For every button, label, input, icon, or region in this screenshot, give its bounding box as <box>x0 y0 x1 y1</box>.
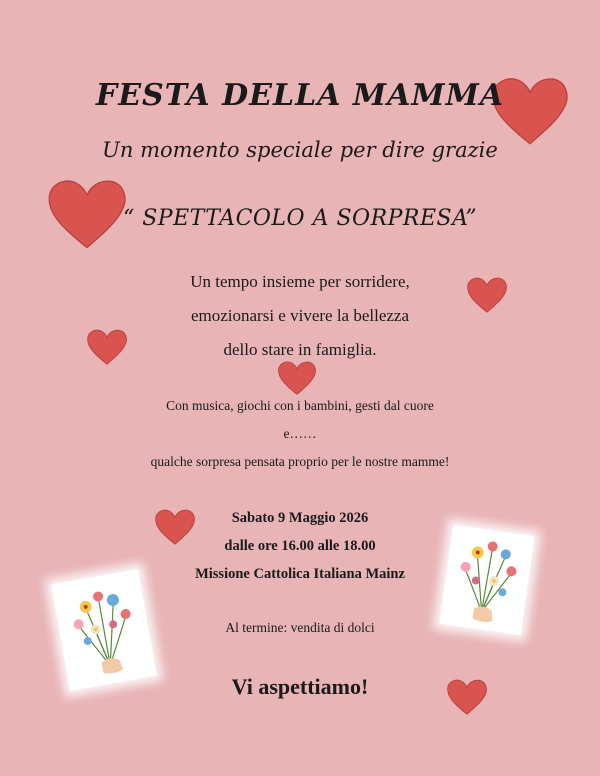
details-line: e…… <box>283 426 317 441</box>
details-line: qualche sorpresa pensata proprio per le nostre mamme! <box>150 454 450 469</box>
event-date: Sabato 9 Maggio 2026 <box>231 510 369 526</box>
flyer-title: FESTA DELLA MAMMA <box>95 78 505 113</box>
intro-line: dello stare in famiglia. <box>223 340 377 359</box>
welcome-message: Vi aspettiamo! <box>231 674 369 699</box>
show-title: “ SPETTACOLO A SORPRESA” <box>122 206 478 231</box>
event-time: dalle ore 16.00 alle 18.00 <box>224 538 376 554</box>
event-place: Missione Cattolica Italiana Mainz <box>195 566 405 582</box>
details-line: Con musica, giochi con i bambini, gesti dal cuore <box>166 398 434 413</box>
flyer-subtitle: Un momento speciale per dire grazie <box>102 138 498 162</box>
closing-note: Al termine: vendita di dolci <box>225 620 375 635</box>
intro-line: Un tempo insieme per sorridere, <box>190 272 410 291</box>
intro-line: emozionarsi e vivere la bellezza <box>190 306 410 325</box>
heart-icon <box>276 360 318 396</box>
